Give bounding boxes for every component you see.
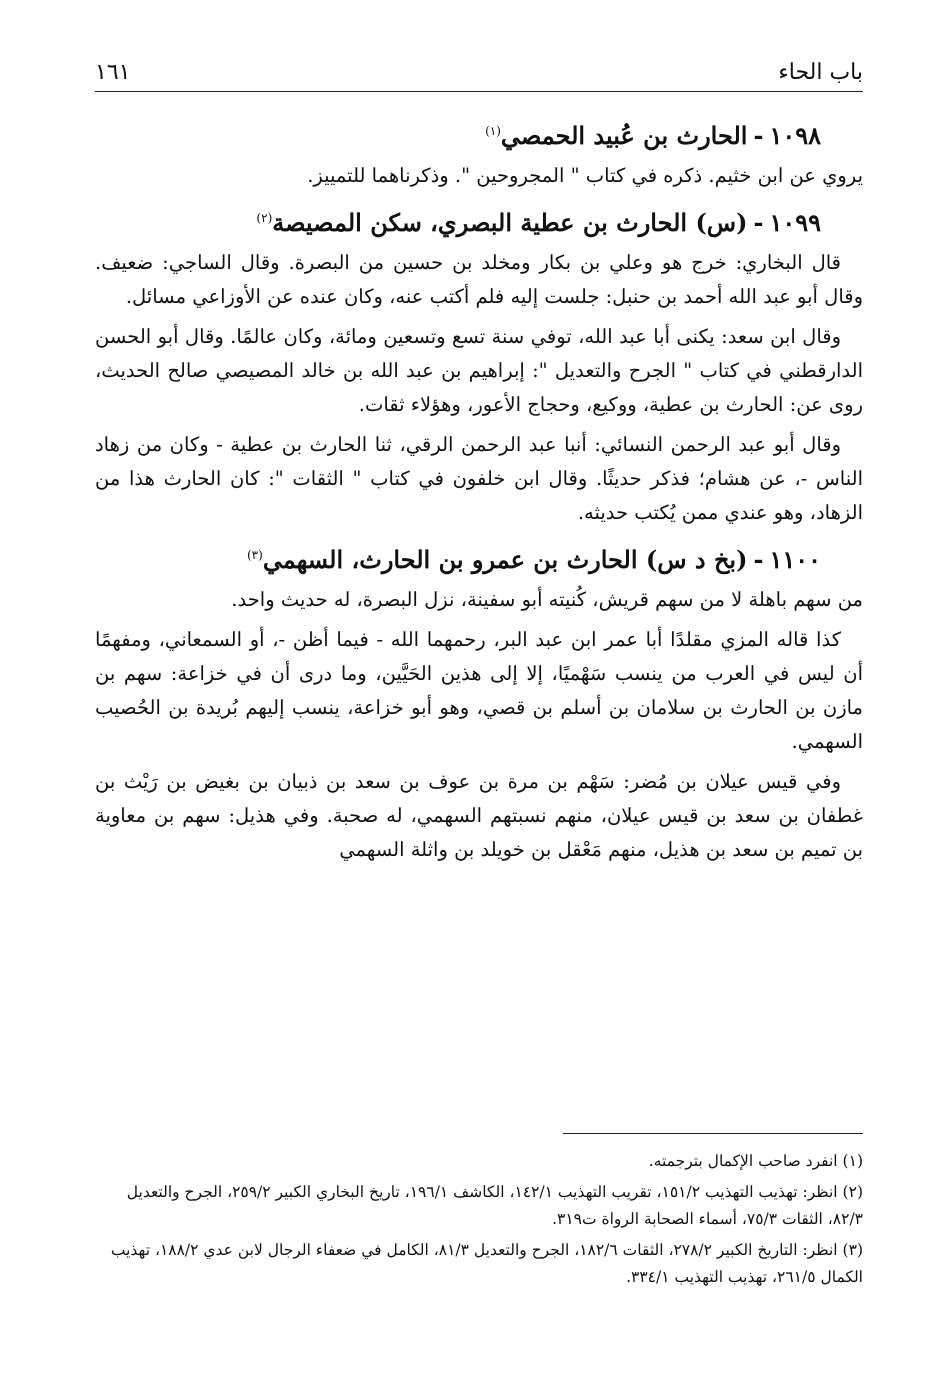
running-header [95,56,863,92]
footnote-ref: (١) [485,124,501,138]
entry-paragraph: كذا قاله المزي مقلدًا أبا عمر ابن عبد البر، رحمهما الله - فيما أظن -، أو السمعاني، ومفهمًا أن ليس في العرب من ينسب سَهْميًا، إلا إلى هذين الحَيَّين، وما درى أن في خزاعة: سهم بن مازن بن الحارث بن سلامان بن أسلم بن قصي، وهو أبو خزاعة، ينسب إليهم بُريدة بن الحُصيب السهمي. [95,628,863,753]
entry-heading: ١١٠٠-(بخ د س) الحارث بن عمرو بن الحارث، السهمي$^{(٣)}$ [246,545,821,574]
header-rule [95,91,863,92]
entry-heading: ١٠٩٨-الحارث بن عُبيد الحمصي$^{(١)}$ [485,121,821,150]
entry-name: الحارث بن عمرو بن الحارث، السهمي [262,545,638,574]
entry-codes: (س) [695,208,748,237]
entry-paragraph: وقال أبو عبد الرحمن النسائي: أنبا عبد الرحمن الرقي، ثنا الحارث بن عطية - وكان من زهاد الناس -، عن هشام؛ فذكر حديثًا. وقال ابن خلفون في كتاب " الثقات ": كان الحارث هذا من الزهاد، وهو عندي ممن يُكتب حديثه. [95,433,863,524]
footnote-marker: (٢) [842,1183,863,1201]
footnote-text: انفرد صاحب الإكمال بترجمته. [648,1152,838,1170]
entry-heading: ١٠٩٩-(س) الحارث بن عطية البصري، سكن المصيصة$^{(٢)}$ [256,208,821,237]
entry-paragraph: من سهم باهلة لا من سهم قريش، كُنيته أبو سفينة، نزل البصرة، له حديث واحد. [231,588,863,611]
entry-paragraph: وقال ابن سعد: يكنى أبا عبد الله، توفي سنة تسع وتسعين ومائة، وكان عالمًا. وقال أبو الحسن الدارقطني في كتاب " الجرح والتعديل ": إبراهيم بن عبد الله بن خالد المصيصي صالح الحديث، روى عن: الحارث بن عطية، ووكيع، وحجاج الأعور، وهؤلاء ثقات. [95,325,863,416]
footnote-marker: (٣) [842,1241,863,1259]
entry-number: ١٠٩٨ [769,121,821,150]
footnote-marker: (١) [842,1152,863,1170]
entry-number: ١١٠٠ [769,545,821,574]
footnote-text: انظر: تهذيب التهذيب ١٥١/٢، تقريب التهذيب ١٤٢/١، الكاشف ١٩٦/١، تاريخ البخاري الكبير ٢٥٩/٢، الجرح والتعديل ٨٢/٣، الثقات ٧٥/٣، أسماء الصحابة الرواة ت٣١٩. [126,1183,863,1228]
footnote-text: انظر: التاريخ الكبير ٢٧٨/٢، الثقات ١٨٢/٦، الجرح والتعديل ٨١/٣، الكامل في ضعفاء الرجال لابن عدي ١٨٨/٢، تهذيب الكمال ٢٦١/٥، تهذيب التهذيب ٣٣٤/١. [110,1241,863,1286]
footnote-ref: (٣) [246,548,263,562]
main-text [95,112,863,873]
footnote [95,1237,863,1291]
footnote [95,1148,863,1175]
entry-number: ١٠٩٩ [769,208,821,237]
page-number: ١٦١ [95,60,131,85]
footnote-ref: (٢) [256,211,273,225]
entry-name: الحارث بن عطية البصري، سكن المصيصة [272,208,688,237]
entry-paragraph: يروي عن ابن خثيم. ذكره في كتاب " المجروحين ". وذكرناهما للتمييز. [307,164,863,187]
footnote-separator [563,1133,863,1134]
entry-paragraph: قال البخاري: خرج هو وعلي بن بكار ومخلد بن حسين من البصرة. وقال الساجي: ضعيف. وقال أبو عبد الله أحمد بن حنبل: جلست إليه فلم أكتب عنه، وكان عنده عن الأوزاعي مسائل. [95,251,863,308]
entry-codes: (بخ د س) [645,545,748,574]
entry-paragraph: وفي قيس عيلان بن مُضر: سَهْم بن مرة بن عوف بن سعد بن ذبيان بن بغيض بن رَيْث بن غطفان بن سعد بن قيس عيلان، منهم نسبتهم السهمي، له صحبة. وفي هذيل: سهم بن معاوية بن تميم بن سعد بن هذيل، منهم مَعْقل بن خويلد بن واثلة السهمي [95,770,863,861]
entry-name: الحارث بن عُبيد الحمصي [500,121,748,150]
chapter-title: باب الحاء [778,60,863,85]
footnote [95,1179,863,1233]
footnotes [95,1148,863,1295]
